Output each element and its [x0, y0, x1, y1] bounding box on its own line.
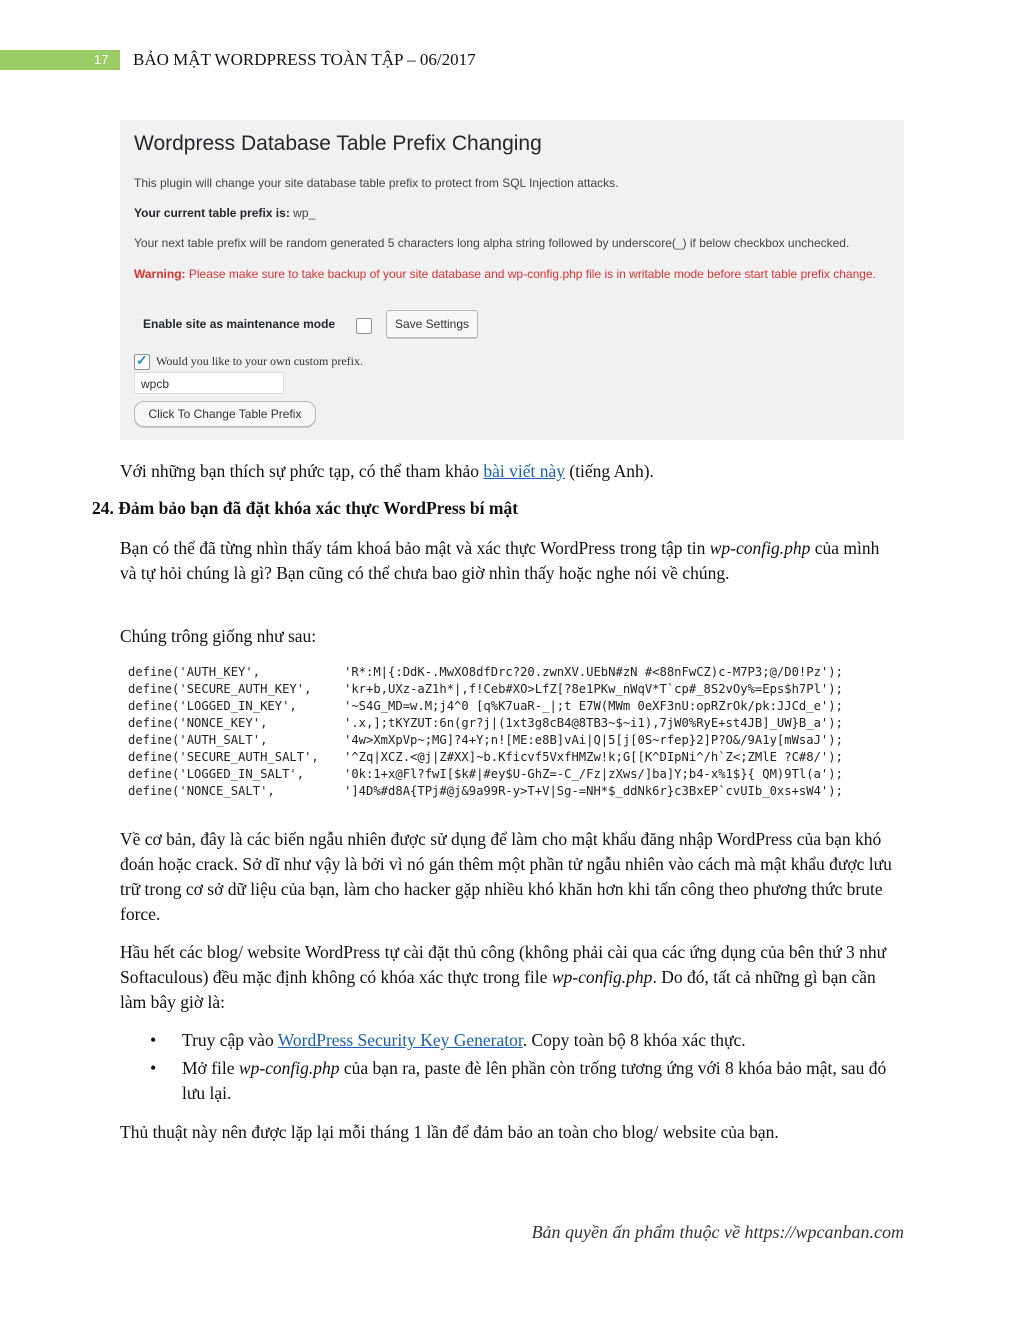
code-value: '0k:1+x@Fl?fwI[$k#|#ey$U-GhZ=-C_/Fz|zXws/]ba]Y;b4-x%1$}{ QM)9Tl(a'); — [344, 767, 843, 781]
custom-prefix-checkbox[interactable] — [134, 354, 150, 370]
paragraph-2: Chúng trông giống như sau: — [120, 626, 317, 646]
code-key: define('NONCE_KEY', — [128, 716, 268, 730]
intro-text: Với những bạn thích sự phức tạp, có thể tham khảo — [120, 461, 484, 481]
plugin-screenshot — [120, 120, 904, 440]
page-number-bar — [0, 50, 120, 70]
paragraph-3: Về cơ bản, đây là các biến ngẫu nhiên được sử dụng để làm cho mật khẩu đăng nhập WordPress của bạn khó đoán hoặc crack. Sở dĩ như vậy là bởi vì nó gán thêm một phần tử ngẫu nhiên vào cách mà mật khẩu được lưu trữ trong cơ sở dữ liệu của bạn, làm cho hacker gặp nhiều khó khăn hơn khi tấn công theo phương thức brute force. — [120, 829, 892, 924]
article-link[interactable]: bài viết này — [483, 461, 565, 481]
document-title: BẢO MẬT WORDPRESS TOÀN TẬP – 06/2017 — [133, 50, 476, 69]
code-value: '~S4G_MD=w.M;j4^0 [q%K7uaR-_|;t E7W(MWm 0eXF3nU:opRZrOk/pk:JJCd_e'); — [344, 699, 843, 713]
warning-text: Please make sure to take backup of your site database and wp-config.php file is in writable mode before start table prefix change. — [188, 267, 876, 281]
copyright-footer: Bản quyền ấn phẩm thuộc về https://wpcanban.com — [531, 1222, 904, 1242]
list-item — [150, 1028, 900, 1053]
key-generator-link[interactable]: WordPress Security Key Generator — [277, 1030, 523, 1050]
code-line — [128, 783, 908, 800]
code-value: '4w>XmXpVp~;MG]?4+Y;n![ME:e8B]vAi|Q|5[j[0S~rfep}2]P?O&/9A1y[mWsaJ'); — [344, 733, 843, 747]
current-prefix-line — [134, 206, 315, 220]
plugin-title: Wordpress Database Table Prefix Changing — [134, 132, 542, 155]
intro-text-end: (tiếng Anh). — [564, 461, 654, 481]
code-line — [128, 664, 908, 681]
code-key: define('NONCE_SALT', — [128, 784, 275, 798]
custom-prefix-input[interactable]: wpcb — [134, 372, 284, 394]
p4-filename: wp-config.php — [551, 967, 653, 987]
code-value: ']4D%#d8A{TPj#@j&9a99R-y>T+V|Sg-=NH*$_ddNk6r}c3BxEP`cvUIb_0xs+sW4'); — [344, 784, 843, 798]
code-line — [128, 732, 908, 749]
warning-line — [134, 267, 876, 281]
paragraph-4 — [120, 940, 895, 1015]
p1-filename: wp-config.php — [709, 538, 811, 558]
paragraph-5: Thủ thuật này nên được lặp lại mỗi tháng 1 lần để đảm bảo an toàn cho blog/ website của bạn. — [120, 1122, 779, 1142]
code-key: define('SECURE_AUTH_SALT', — [128, 750, 319, 764]
code-line — [128, 749, 908, 766]
code-key: define('AUTH_KEY', — [128, 665, 261, 679]
custom-prefix-label: Would you like to your own custom prefix. — [156, 354, 364, 368]
section-heading: 24. Đảm bảo bạn đã đặt khóa xác thực WordPress bí mật — [92, 498, 519, 518]
maintenance-checkbox[interactable] — [356, 318, 372, 334]
list-item — [150, 1056, 900, 1106]
p1-text-a: Bạn có thể đã từng nhìn thấy tám khoá bảo mật và xác thực WordPress trong tập tin — [120, 538, 710, 558]
code-line — [128, 766, 908, 783]
p4-text-a: Hầu hết các blog/ website WordPress tự cài đặt thủ công (không phải cài qua các ứng dụng của bên thứ 3 như Softaculous) đều mặc định không có khóa xác thực trong file — [120, 942, 887, 987]
plugin-description: This plugin will change your site database table prefix to protect from SQL Injection attacks. — [134, 176, 619, 190]
save-settings-button[interactable]: Save Settings — [386, 310, 478, 338]
bullet-list — [150, 1028, 900, 1109]
page-header — [0, 50, 1024, 72]
bullet1-text-b: . Copy toàn bộ 8 khóa xác thực. — [522, 1030, 746, 1050]
code-value: 'kr+b,UXz-aZ1h*|,f!Ceb#XO>LfZ[?8e1PKw_nWqV*T`cp#_8S2vOy%=Eps$h7Pl'); — [344, 682, 843, 696]
bullet1-text-a: Truy cập vào — [182, 1030, 278, 1050]
next-prefix-note: Your next table prefix will be random generated 5 characters long alpha string followed by underscore(_) if below checkbox unchecked. — [134, 236, 850, 250]
bullet2-filename: wp-config.php — [238, 1058, 340, 1078]
code-key: define('LOGGED_IN_SALT', — [128, 767, 305, 781]
code-value: '.x,];tKYZUT:6n(gr?j|(1xt3g8cB4@8TB3~$~i1),7jW0%RyE+st4JB]_UW}B_a'); — [344, 716, 843, 730]
paragraph-1 — [120, 536, 895, 586]
p1-text-b: của mình và tự hỏi chúng là gì? Bạn cũng có thể chưa bao giờ nhìn thấy hoặc nghe nói về chúng. — [120, 538, 880, 583]
bullet2-text-a: Mở file — [182, 1058, 239, 1078]
code-line — [128, 681, 908, 698]
code-value: '^Zq|XCZ.<@j|Z#XX]~b.Kficvf5VxfHMZw!k;G[[K^DIpNi^/h`Z<;ZMlE ?C#8/'); — [344, 750, 843, 764]
p4-text-b: . Do đó, tất cả những gì bạn cần làm bây giờ là: — [120, 967, 876, 1012]
bullet2-text-b: của bạn ra, paste đè lên phần còn trống tương ứng với 8 khóa bảo mật, sau đó lưu lại. — [182, 1058, 887, 1103]
code-key: define('AUTH_SALT', — [128, 733, 268, 747]
maintenance-label: Enable site as maintenance mode — [143, 317, 336, 331]
code-line — [128, 715, 908, 732]
current-prefix-label: Your current table prefix is: — [134, 206, 290, 220]
code-block — [128, 664, 908, 800]
page-number: 17 — [94, 52, 109, 67]
change-prefix-button[interactable]: Click To Change Table Prefix — [134, 401, 316, 427]
code-key: define('LOGGED_IN_KEY', — [128, 699, 297, 713]
code-line — [128, 698, 908, 715]
code-value: 'R*:M|{:DdK-.MwXO8dfDrc?20.zwnXV.UEbN#zN #<88nFwCZ)c-M7P3;@/D0!Pz'); — [344, 665, 843, 679]
intro-paragraph — [120, 459, 895, 484]
code-key: define('SECURE_AUTH_KEY', — [128, 682, 312, 696]
current-prefix-value: wp_ — [293, 206, 316, 220]
warning-label: Warning: — [134, 267, 186, 281]
